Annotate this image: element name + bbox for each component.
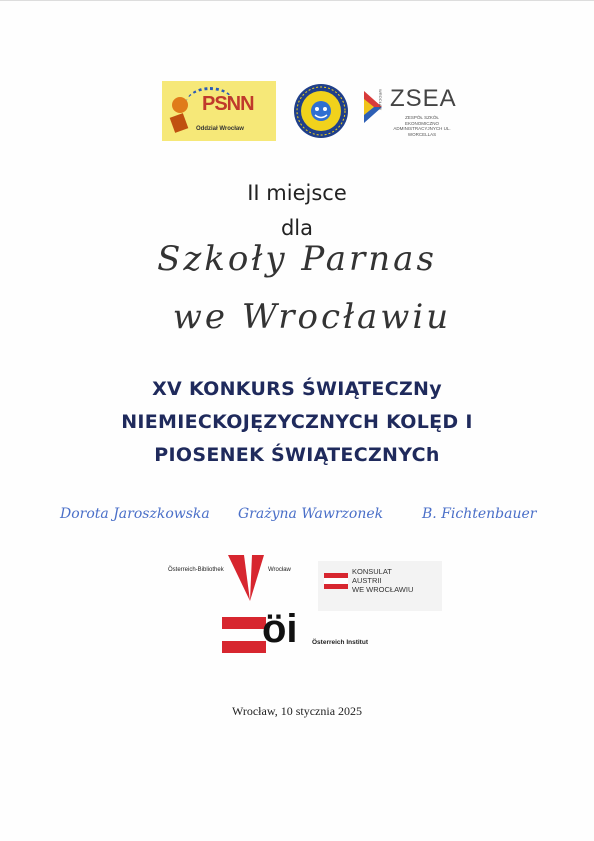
zsea-logo — [358, 83, 457, 141]
oi-logo-text: öi — [262, 607, 298, 651]
issue-date: Wrocław, 10 stycznia 2025 — [231, 704, 363, 718]
oeb-label-right: Wrocław — [268, 567, 291, 573]
school-name-line2: we Wrocławiu — [172, 297, 452, 337]
signature: Grażyna Wawrzonek — [238, 506, 384, 522]
award-for: dla — [280, 216, 314, 240]
konsulat-line: WE WROCŁAWIU — [352, 585, 414, 594]
konsulat-text — [352, 567, 413, 594]
figure-icon — [166, 95, 196, 135]
bottom-logos — [160, 553, 460, 663]
signatures — [60, 506, 580, 534]
oi-stripes-icon — [222, 617, 266, 653]
top-logos — [160, 81, 457, 143]
award-place: II miejsce — [247, 181, 347, 205]
contest-title-line1: XV KONKURS ŚWIĄTECZNy — [152, 378, 442, 400]
school-name-line1: Szkoły Parnas — [157, 239, 437, 279]
contest-title-line3: PIOSENEK ŚWIĄTECZNYCh — [154, 444, 440, 466]
psnn-logo — [162, 81, 276, 141]
austrian-library-logo — [226, 553, 266, 603]
contest-title-line2: NIEMIECKOJĘZYCZNYCH KOLĘD I — [121, 411, 473, 433]
psnn-logo-text: PSNN — [202, 93, 254, 115]
oeb-label-left: Österreich-Bibliothek — [168, 567, 224, 573]
zsea-title: ZSEA — [390, 85, 457, 112]
konsulat-logo — [318, 561, 442, 611]
zsea-subtitle: ZESPÓŁ SZKÓŁ EKONOMICZNO ADMINISTRACYJNYCH UL. WORCELLAS — [393, 115, 451, 137]
psnn-logo-sub: Oddział Wrocław — [196, 126, 244, 132]
zsea-vertical-text: WROCŁAW — [378, 89, 383, 111]
konsulat-line: AUSTRII — [352, 576, 382, 585]
school-seal-logo — [293, 83, 349, 139]
osterreich-institut-logo — [222, 607, 382, 655]
signature: B. Fichtenbauer — [422, 506, 537, 522]
austrian-flag-icon — [324, 573, 348, 589]
konsulat-line: KONSULAT — [352, 567, 392, 576]
oi-logo-label: Österreich Institut — [312, 639, 368, 646]
signature: Dorota Jaroszkowska — [60, 506, 210, 522]
